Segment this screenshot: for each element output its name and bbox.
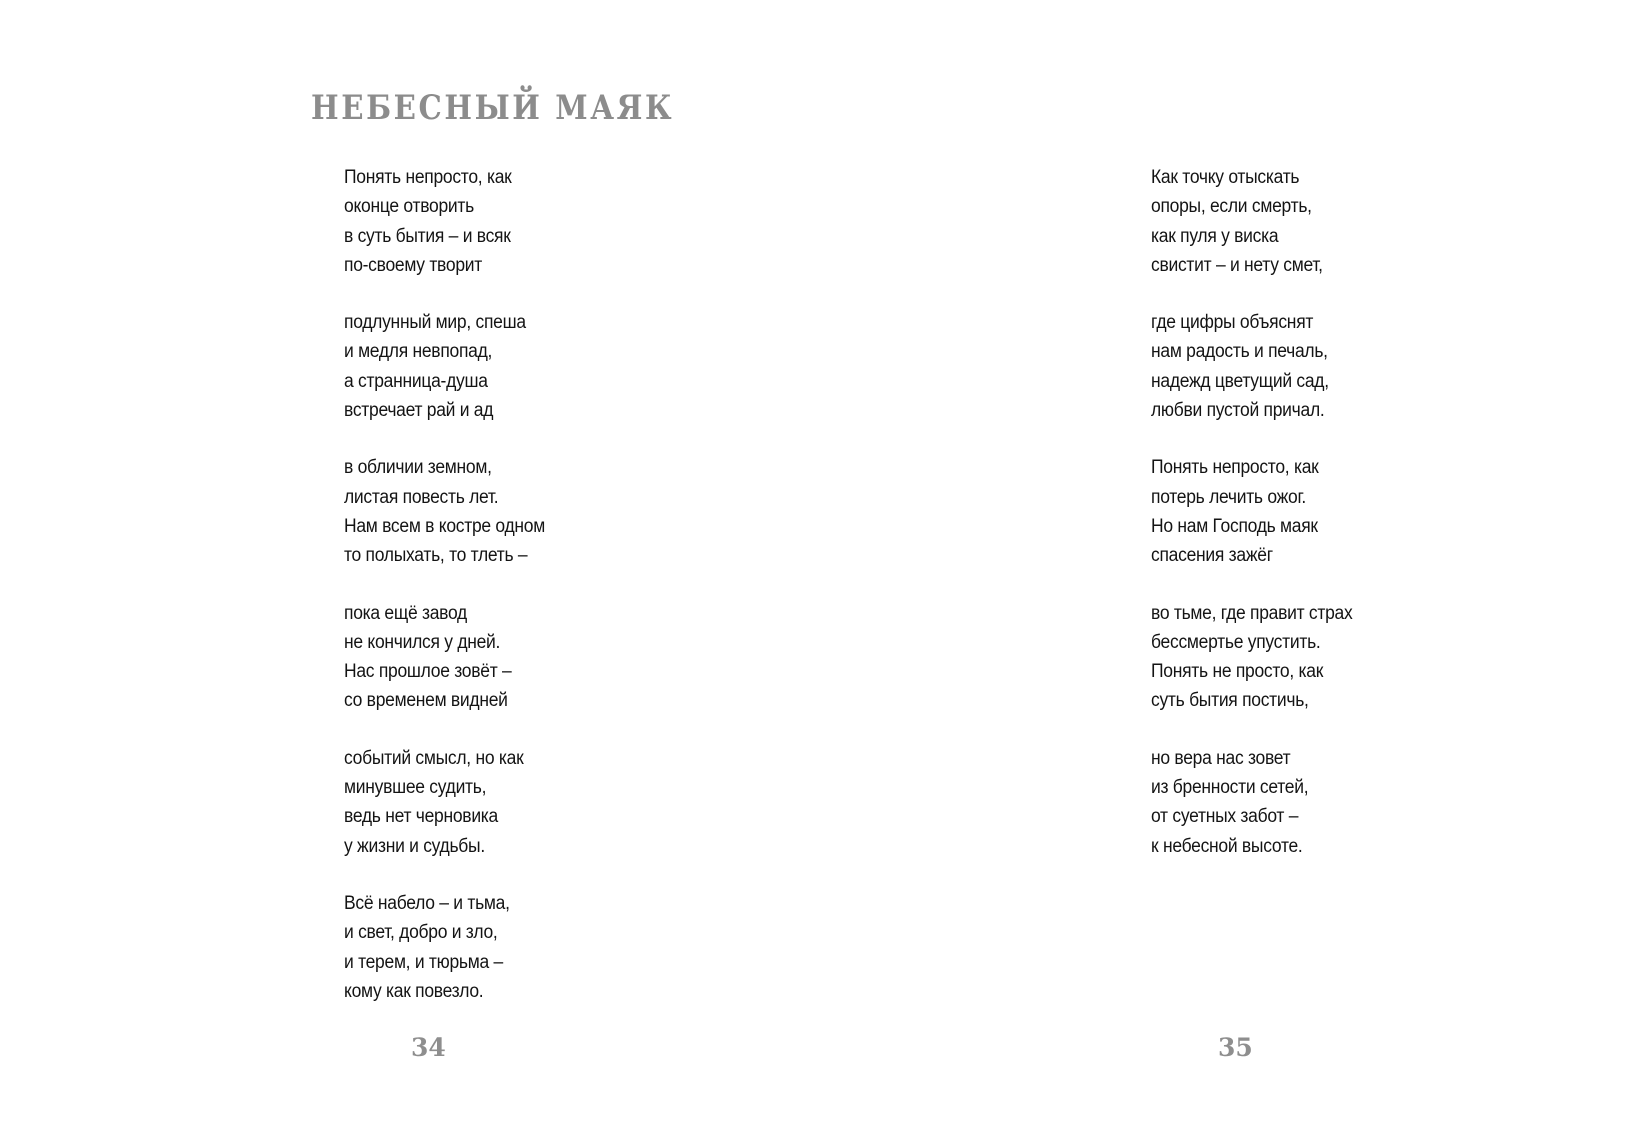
verse-line: и терем, и тюрьма – bbox=[344, 951, 503, 973]
verse-line: спасения зажёг bbox=[1151, 545, 1273, 567]
stanza bbox=[344, 599, 545, 716]
right-page bbox=[822, 0, 1644, 1134]
verse-line: у жизни и судьбы. bbox=[344, 835, 485, 857]
verse-line: нам радость и печаль, bbox=[1151, 341, 1328, 363]
verse-line: Всё набело – и тьма, bbox=[344, 892, 510, 914]
verse-line: бессмертье упустить. bbox=[1151, 631, 1321, 653]
verse-line: Как точку отыскать bbox=[1151, 167, 1300, 188]
verse-line: суть бытия постичь, bbox=[1151, 690, 1309, 712]
verse-line: Но нам Господь маяк bbox=[1151, 515, 1318, 537]
stanza bbox=[1151, 599, 1352, 716]
verse-line: надежд цветущий сад, bbox=[1151, 370, 1329, 392]
stanza bbox=[1151, 453, 1352, 570]
verse-line: где цифры объяснят bbox=[1151, 312, 1314, 334]
verse-line: от суетных забот – bbox=[1151, 806, 1299, 828]
page-number-right: 35 bbox=[1218, 1033, 1253, 1062]
poem-text-left bbox=[344, 163, 562, 1034]
verse-line: в суть бытия – и всяк bbox=[344, 225, 511, 247]
verse-line: свистит – и нету смет, bbox=[1151, 254, 1323, 276]
stanza bbox=[344, 308, 545, 425]
verse-line: в обличии земном, bbox=[344, 457, 492, 479]
verse-line: не кончился у дней. bbox=[344, 631, 501, 653]
verse-line: событий смысл, но как bbox=[344, 747, 524, 769]
verse-line: по-своему творит bbox=[344, 254, 482, 276]
verse-line: Нам всем в костре одном bbox=[344, 515, 545, 537]
verse-line: Понять не просто, как bbox=[1151, 661, 1324, 683]
verse-line: ведь нет черновика bbox=[344, 806, 499, 828]
verse-line: во тьме, где правит страх bbox=[1151, 602, 1353, 624]
verse-line: а странница-душа bbox=[344, 370, 488, 392]
verse-line: со временем видней bbox=[344, 690, 508, 712]
verse-line: подлунный мир, спеша bbox=[344, 312, 526, 334]
stanza bbox=[344, 163, 545, 280]
stanza bbox=[344, 889, 545, 1006]
verse-line: но вера нас зовет bbox=[1151, 747, 1291, 769]
stanza bbox=[1151, 163, 1352, 280]
verse-line: из бренности сетей, bbox=[1151, 777, 1309, 799]
verse-line: как пуля у виска bbox=[1151, 225, 1279, 247]
poem-text-right bbox=[1151, 163, 1370, 889]
poem-title: НЕБЕСНЫЙ МАЯК bbox=[311, 88, 675, 128]
verse-line: и свет, добро и зло, bbox=[344, 922, 498, 944]
verse-line: пока ещё завод bbox=[344, 602, 467, 624]
page-number-left: 34 bbox=[411, 1033, 446, 1062]
stanza bbox=[1151, 744, 1352, 861]
verse-line: Понять непросто, как bbox=[1151, 457, 1319, 479]
verse-line: кому как повезло. bbox=[344, 980, 484, 1002]
verse-line: потерь лечить ожог. bbox=[1151, 486, 1307, 508]
verse-line: Нас прошлое зовёт – bbox=[344, 661, 512, 683]
verse-line: встречает рай и ад bbox=[344, 400, 494, 422]
stanza bbox=[344, 453, 545, 570]
verse-line: Понять непросто, как bbox=[344, 167, 512, 188]
stanza bbox=[1151, 308, 1352, 425]
verse-line: опоры, если смерть, bbox=[1151, 196, 1312, 218]
verse-line: оконце отворить bbox=[344, 196, 474, 218]
verse-line: то полыхать, то тлеть – bbox=[344, 545, 528, 567]
stanza bbox=[344, 744, 545, 861]
verse-line: любви пустой причал. bbox=[1151, 400, 1325, 422]
verse-line: минувшее судить, bbox=[344, 777, 487, 799]
verse-line: листая повесть лет. bbox=[344, 486, 499, 508]
verse-line: к небесной высоте. bbox=[1151, 835, 1303, 857]
verse-line: и медля невпопад, bbox=[344, 341, 493, 363]
